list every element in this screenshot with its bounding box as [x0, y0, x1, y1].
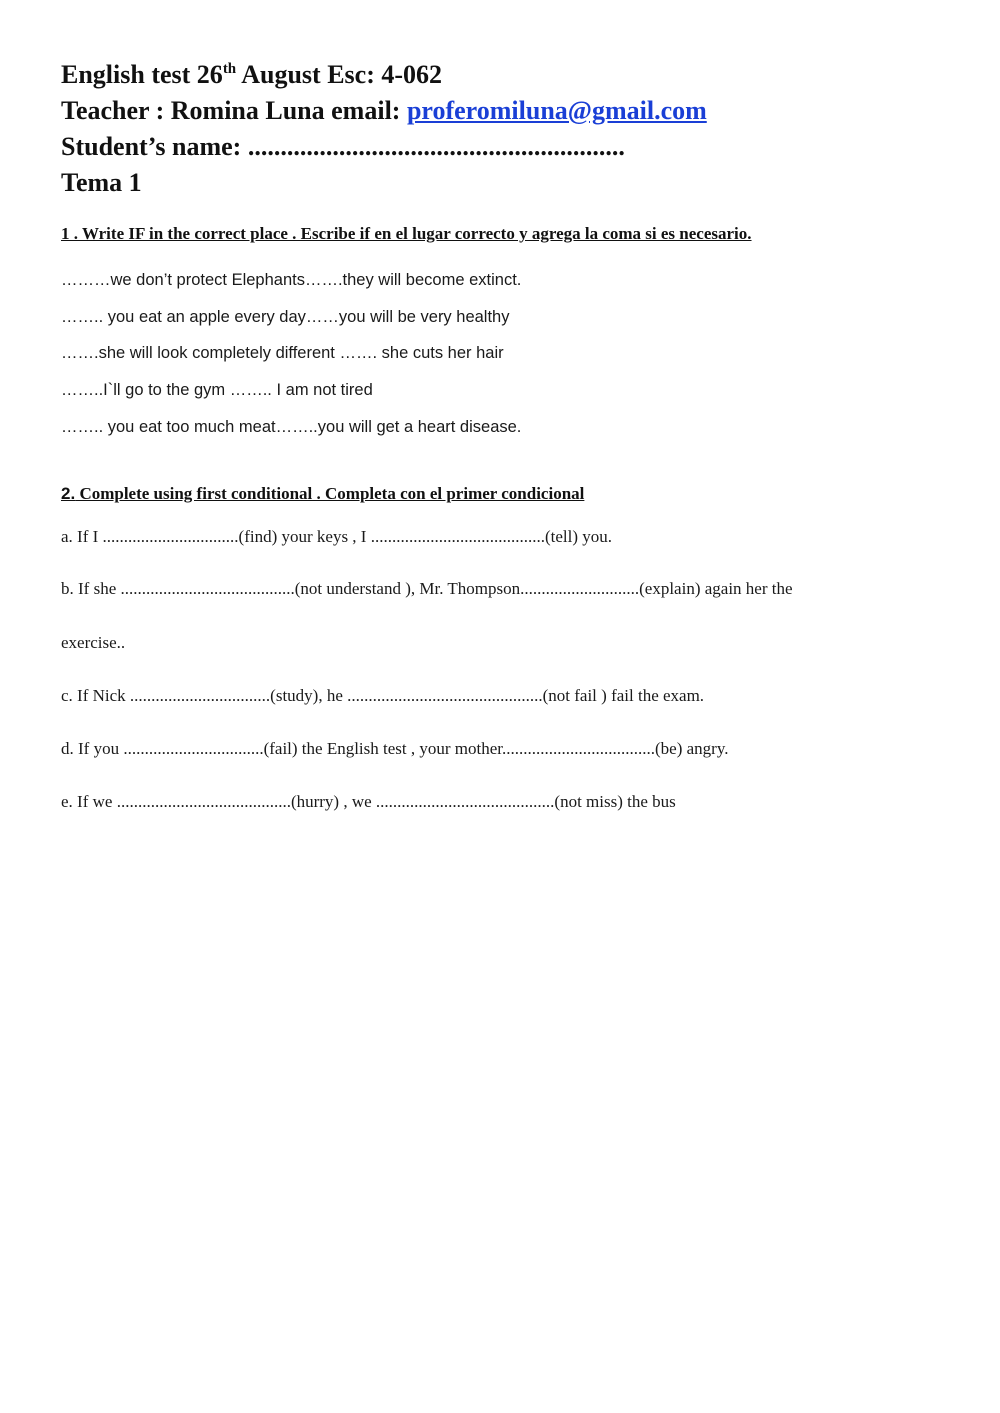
- title-superscript: th: [222, 61, 237, 77]
- exercise2-item: d. If you .................................(fail) the English test , your mother....................................(be) angry.: [61, 739, 729, 758]
- title-text-suffix: August Esc: 4-062: [236, 60, 443, 89]
- tema-heading: Tema 1: [61, 168, 142, 197]
- exercise2-item: b. If she .........................................(not understand ), Mr. Thompson............................(explain) again her the: [61, 579, 793, 598]
- section2-title: Complete using first conditional . Completa con el primer condicional: [75, 484, 585, 503]
- exercise1-item: …….. you eat too much meat……..you will get a heart disease.: [61, 418, 522, 436]
- exercise1-item: …….. you eat an apple every day……you will be very healthy: [61, 308, 510, 326]
- exercise1-item: …….she will look completely different ……. she cuts her hair: [61, 344, 504, 362]
- student-name-line: Student’s name: ..........................................................: [61, 132, 625, 161]
- exercise2-item-continuation: exercise..: [61, 633, 126, 652]
- email-link[interactable]: proferomiluna@gmail.com: [406, 96, 707, 125]
- test-title: [61, 60, 442, 90]
- teacher-line: [61, 96, 707, 126]
- section1-heading: 1 . Write IF in the correct place . Escribe if en el lugar correcto y agrega la coma si es necesario.: [61, 224, 752, 243]
- exercise2-item: e. If we .........................................(hurry) , we ..........................................(not miss) the bus: [61, 792, 676, 811]
- section2-number: 2.: [61, 484, 76, 503]
- exercise1-item: ……..I`ll go to the gym …….. I am not tired: [61, 381, 373, 399]
- section2-heading: [61, 483, 584, 505]
- exercise1-item: ………we don’t protect Elephants…….they will become extinct.: [61, 271, 522, 289]
- exercise2-item: c. If Nick .................................(study), he ..............................................(not fail ) fail the exam.: [61, 686, 705, 705]
- title-text: English test 26: [61, 60, 223, 89]
- exercise2-item: a. If I ................................(find) your keys , I .........................................(tell) you.: [61, 527, 613, 546]
- teacher-label: Teacher : Romina Luna email:: [61, 96, 407, 125]
